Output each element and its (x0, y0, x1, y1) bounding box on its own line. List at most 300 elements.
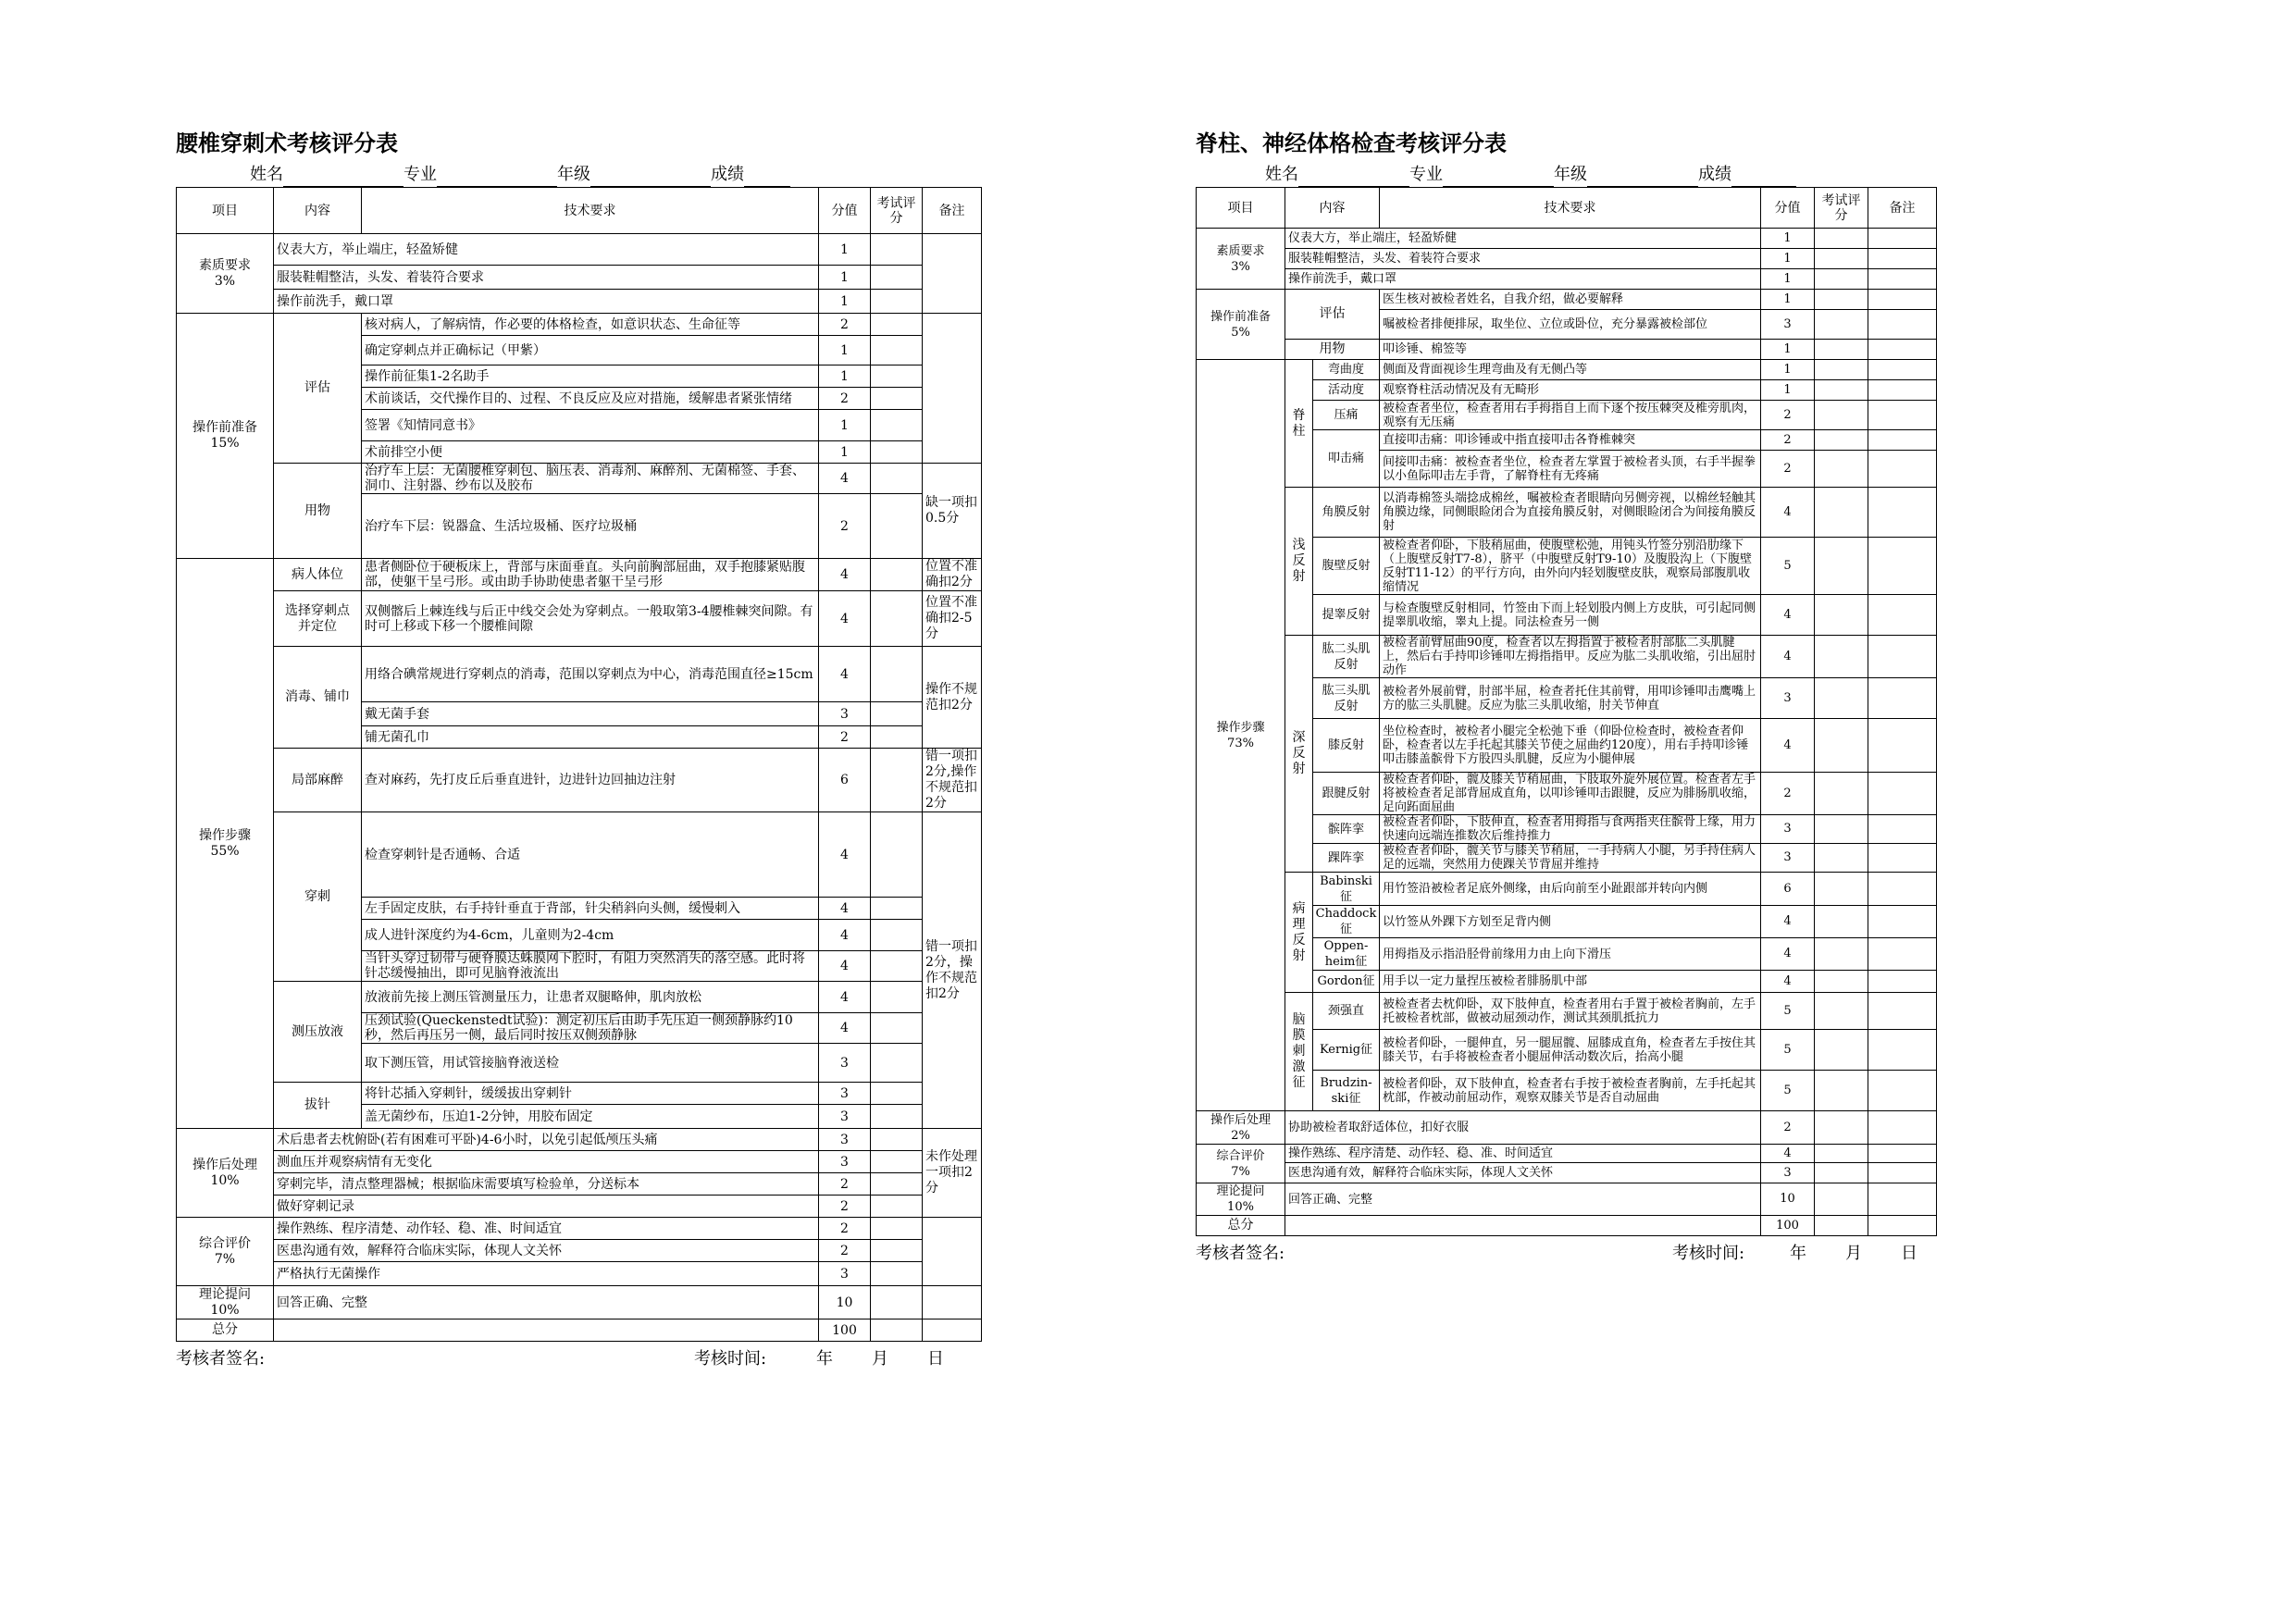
table-row (1197, 269, 1937, 290)
points-cell: 4 (1761, 488, 1815, 538)
requirement-text: 穿刺完毕，清点整理器械；根据临床需要填写检验单，分送标本 (274, 1173, 819, 1196)
header-content: 内容 (1285, 188, 1380, 229)
exam-score-cell[interactable] (871, 494, 923, 559)
exam-score-cell[interactable] (871, 982, 923, 1013)
sub-item-label: 颈强直 (1313, 993, 1380, 1030)
table-row (1197, 229, 1937, 249)
requirement-text: 做好穿刺记录 (274, 1196, 819, 1218)
remark-cell (1868, 451, 1937, 488)
requirement-text: 签署《知情同意书》 (362, 410, 819, 441)
exam-score-cell[interactable] (1815, 844, 1868, 873)
table-row (177, 559, 982, 591)
requirement-text: 戴无菌手套 (362, 702, 819, 726)
section-label: 素质要求 3% (177, 234, 274, 314)
requirement-text: 将针芯插入穿刺针，缓缓拔出穿刺针 (362, 1083, 819, 1105)
points-cell: 4 (819, 898, 871, 920)
requirement-text: 检查穿刺针是否通畅、合适 (362, 812, 819, 898)
points-cell: 1 (819, 234, 871, 266)
exam-score-cell[interactable] (1815, 1071, 1868, 1111)
exam-score-cell[interactable] (871, 1105, 923, 1129)
table-row (177, 314, 982, 336)
major-label: 专业 (1409, 165, 1443, 184)
remark-cell (1868, 678, 1937, 719)
remark-cell: 错一项扣2分，操作不规范扣2分 (923, 812, 982, 1129)
requirement-text: 用手以一定力量捏压被检者腓肠肌中部 (1380, 971, 1761, 993)
exam-score-cell[interactable] (871, 410, 923, 441)
exam-score-cell[interactable] (1815, 1163, 1868, 1183)
points-cell: 1 (819, 336, 871, 365)
table-row (177, 647, 982, 702)
score-field[interactable] (1731, 167, 1796, 187)
spine-nerve-score-sheet (1196, 128, 1936, 1264)
points-cell: 4 (1761, 1145, 1815, 1163)
exam-score-cell[interactable] (1815, 1216, 1868, 1236)
exam-score-cell[interactable] (1815, 971, 1868, 993)
requirement-text: 查对麻药，先打皮丘后垂直进针，边进针边回抽边注射 (362, 749, 819, 812)
content-label: 消毒、铺巾 (274, 647, 362, 749)
category-label: 深 反 射 (1285, 636, 1313, 873)
exam-score-cell[interactable] (1815, 815, 1868, 844)
requirement-text: 铺无菌孔巾 (362, 726, 819, 749)
requirement-text: 放液前先接上测压管测量压力，让患者双腿略伸，肌肉放松 (362, 982, 819, 1013)
content-label: 拔针 (274, 1083, 362, 1129)
points-cell: 5 (1761, 1071, 1815, 1111)
major-field[interactable] (1443, 167, 1554, 187)
points-cell: 2 (819, 494, 871, 559)
points-cell: 5 (1761, 538, 1815, 595)
sub-item-label: 髌阵挛 (1313, 815, 1380, 844)
remark-cell: 位置不准确扣2分 (923, 559, 982, 591)
points-cell: 4 (819, 982, 871, 1013)
table-row (1197, 340, 1937, 360)
exam-score-cell[interactable] (871, 1286, 923, 1319)
exam-score-cell[interactable] (871, 1044, 923, 1083)
points-cell: 4 (1761, 971, 1815, 993)
remark-cell (1868, 229, 1937, 249)
name-field[interactable] (283, 167, 403, 187)
sub-item-label: 跟腱反射 (1313, 773, 1380, 815)
remark-cell: 位置不准确扣2-5分 (923, 591, 982, 647)
exam-score-cell[interactable] (1815, 595, 1868, 636)
total-points: 100 (1761, 1216, 1815, 1236)
points-cell: 3 (1761, 844, 1815, 873)
points-cell: 4 (1761, 595, 1815, 636)
content-label: 病人体位 (274, 559, 362, 591)
remark-cell (1868, 1111, 1937, 1145)
points-cell: 3 (819, 1105, 871, 1129)
table-row (177, 812, 982, 898)
exam-score-cell[interactable] (871, 559, 923, 591)
remark-cell (1868, 380, 1937, 401)
exam-score-cell[interactable] (871, 314, 923, 336)
table-row (1197, 360, 1937, 380)
exam-score-cell[interactable] (1815, 488, 1868, 538)
remark-cell (1868, 310, 1937, 340)
points-cell: 3 (1761, 1163, 1815, 1183)
exam-score-cell[interactable] (871, 441, 923, 464)
requirement-text: 测血压并观察病情有无变化 (274, 1151, 819, 1173)
exam-score-cell[interactable] (1815, 678, 1868, 719)
sub-item-label: Kernig征 (1313, 1030, 1380, 1071)
header-remark: 备注 (1868, 188, 1937, 229)
requirement-text: 医患沟通有效，解释符合临床实际，体现人文关怀 (1285, 1163, 1761, 1183)
remark-cell (1868, 340, 1937, 360)
exam-score-cell[interactable] (871, 266, 923, 290)
exam-score-cell[interactable] (871, 1218, 923, 1240)
exam-score-cell[interactable] (871, 726, 923, 749)
points-cell: 4 (819, 951, 871, 982)
exam-score-cell[interactable] (1815, 906, 1868, 938)
requirement-text: 以消毒棉签头端捻成棉丝，嘱被检查者眼睛向另侧旁视，以棉丝轻触其角膜边缘，同侧眼睑闭合为直接角膜反射，对侧眼睑闭合为间接角膜反射 (1380, 488, 1761, 538)
exam-score-cell[interactable] (871, 388, 923, 410)
remark-cell (1868, 1216, 1937, 1236)
requirement-text: 协助被检者取舒适体位，扣好衣服 (1285, 1111, 1761, 1145)
exam-score-cell[interactable] (871, 920, 923, 951)
exam-score-cell[interactable] (1815, 310, 1868, 340)
major-label: 专业 (403, 165, 437, 184)
points-cell: 4 (1761, 719, 1815, 773)
table-row (177, 1173, 982, 1196)
signer-label: 考核者签名: (176, 1349, 266, 1369)
requirement-text: 观察脊柱活动情况及有无畸形 (1380, 380, 1761, 401)
requirement-text: 严格执行无菌操作 (274, 1262, 819, 1286)
header-tech: 技术要求 (362, 188, 819, 234)
requirement-text: 侧面及背面视诊生理弯曲及有无侧凸等 (1380, 360, 1761, 380)
exam-score-cell[interactable] (1815, 1145, 1868, 1163)
points-cell: 4 (819, 812, 871, 898)
category-label: 病 理 反 射 (1285, 873, 1313, 993)
exam-score-cell[interactable] (871, 1173, 923, 1196)
section-label: 理论提问 10% (177, 1286, 274, 1319)
points-cell: 1 (1761, 340, 1815, 360)
points-cell: 2 (1761, 430, 1815, 451)
points-cell: 6 (819, 749, 871, 812)
requirement-text: 与检查腹壁反射相同，竹签由下而上轻划股内侧上方皮肤，可引起同侧提睾肌收缩，睾丸上提。同法检查另一侧 (1380, 595, 1761, 636)
points-cell: 2 (1761, 773, 1815, 815)
section-label: 操作前准备 15% (177, 314, 274, 559)
year-label: 年 (816, 1349, 833, 1369)
sheet-title: 腰椎穿刺术考核评分表 (176, 130, 398, 156)
points-cell: 2 (1761, 401, 1815, 430)
exam-score-cell[interactable] (1815, 938, 1868, 971)
exam-score-cell[interactable] (1815, 1183, 1868, 1216)
exam-score-cell[interactable] (871, 336, 923, 365)
exam-score-cell[interactable] (1815, 249, 1868, 269)
header-tech: 技术要求 (1380, 188, 1761, 229)
content-label: 用物 (274, 464, 362, 559)
exam-score-cell[interactable] (1815, 1030, 1868, 1071)
requirement-text: 术前谈话，交代操作目的、过程、不良反应及应对措施，缓解患者紧张情绪 (362, 388, 819, 410)
exam-score-cell[interactable] (1815, 636, 1868, 678)
requirement-text: 术前排空小便 (362, 441, 819, 464)
sub-item-label: 腹壁反射 (1313, 538, 1380, 595)
header-row (177, 188, 982, 234)
exam-score-cell[interactable] (871, 951, 923, 982)
exam-score-cell[interactable] (1815, 229, 1868, 249)
points-cell: 2 (1761, 1111, 1815, 1145)
exam-score-cell[interactable] (1815, 993, 1868, 1030)
requirement-text: 被检查者仰卧，髋及膝关节稍屈曲，下肢取外旋外展位置。检查者左手将被检查者足部背屈成直角，以叩诊锤叩击跟腱，反应为腓肠肌收缩，足向跖面屈曲 (1380, 773, 1761, 815)
remark-cell (923, 314, 982, 464)
points-cell: 4 (819, 464, 871, 494)
remark-cell (1868, 906, 1937, 938)
requirement-text: 核对病人，了解病情，作必要的体格检查，如意识状态、生命征等 (362, 314, 819, 336)
exam-score-cell[interactable] (871, 365, 923, 388)
remark-cell: 操作不规范扣2分 (923, 647, 982, 749)
remark-cell (1868, 719, 1937, 773)
time-label: 考核时间: (1672, 1244, 1745, 1263)
exam-score-cell[interactable] (871, 898, 923, 920)
day-label: 日 (927, 1349, 944, 1369)
remark-cell: 缺一项扣0.5分 (923, 464, 982, 559)
content-label: 用物 (1285, 340, 1380, 360)
section-label: 综合评价 7% (177, 1218, 274, 1286)
points-cell: 1 (1761, 229, 1815, 249)
remark-cell (1868, 873, 1937, 906)
requirement-text: 被检查者仰卧，下肢稍屈曲，使腹壁松弛，用钝头竹签分别沿肋缘下（上腹壁反射T7-8），脐平（中腹壁反射T9-10）及腹股沟上（下腹壁反射T11-12）的平行方向，由外向内轻划腹壁皮肤，观察局部腹肌收缩情况 (1380, 538, 1761, 595)
total-label: 总分 (1197, 1216, 1285, 1236)
header-item: 项目 (1197, 188, 1285, 229)
exam-score-cell[interactable] (1815, 451, 1868, 488)
points-cell: 4 (1761, 938, 1815, 971)
remark-cell (1868, 844, 1937, 873)
requirement-text: 被检者外展前臂，肘部半屈，检查者托住其前臂，用叩诊锤叩击鹰嘴上方的肱三头肌腱。反应为肱三头肌收缩，肘关节伸直 (1380, 678, 1761, 719)
sub-item-label: Chaddock 征 (1313, 906, 1380, 938)
exam-score-cell[interactable] (1815, 719, 1868, 773)
section-label: 素质要求 3% (1197, 229, 1285, 290)
points-cell: 2 (1761, 451, 1815, 488)
remark-cell (1868, 938, 1937, 971)
exam-score-cell[interactable] (871, 1196, 923, 1218)
points-cell: 2 (819, 314, 871, 336)
points-cell: 5 (1761, 993, 1815, 1030)
exam-score-cell[interactable] (1815, 290, 1868, 310)
table-row (1197, 290, 1937, 310)
table-row (177, 290, 982, 314)
remark-cell (1868, 993, 1937, 1030)
points-cell: 3 (819, 1044, 871, 1083)
exam-score-cell[interactable] (871, 702, 923, 726)
points-cell: 3 (819, 1151, 871, 1173)
table-row (177, 749, 982, 812)
exam-score-cell[interactable] (1815, 360, 1868, 380)
remark-cell (1868, 1145, 1937, 1163)
sub-item-label: 弯曲度 (1313, 360, 1380, 380)
table-row (177, 464, 982, 494)
requirement-text: 取下测压管，用试管接脑脊液送检 (362, 1044, 819, 1083)
major-field[interactable] (437, 167, 557, 187)
sub-item-label: Babinski 征 (1313, 873, 1380, 906)
category-label: 脑 膜 刺 激 征 (1285, 993, 1313, 1111)
requirement-text: 回答正确、完整 (1285, 1183, 1761, 1216)
remark-cell: 未作处理一项扣2分 (923, 1129, 982, 1218)
exam-score-cell[interactable] (871, 290, 923, 314)
points-cell: 3 (819, 1129, 871, 1151)
score-label: 成绩 (1698, 165, 1731, 184)
name-label: 姓名 (1265, 165, 1298, 184)
requirement-text: 仪表大方，举止端庄，轻盈矫健 (1285, 229, 1761, 249)
requirement-text: 用络合碘常规进行穿刺点的消毒，范围以穿刺点为中心，消毒范围直径≥15cm (362, 647, 819, 702)
requirement-text: 被检者仰卧，双下肢伸直，检查者右手按于被检查者胸前，左手托起其枕部，作被动前屈动作，观察双膝关节是否自动屈曲 (1380, 1071, 1761, 1111)
requirement-text: 仪表大方，举止端庄，轻盈矫健 (274, 234, 819, 266)
exam-score-cell[interactable] (871, 591, 923, 647)
points-cell: 1 (1761, 290, 1815, 310)
points-cell: 3 (819, 702, 871, 726)
content-label: 评估 (1285, 290, 1380, 340)
total-blank (274, 1319, 819, 1342)
examinee-info (1265, 159, 1936, 187)
points-cell: 4 (819, 1013, 871, 1044)
name-label: 姓名 (250, 165, 283, 184)
sub-item-label: 踝阵挛 (1313, 844, 1380, 873)
exam-score-cell[interactable] (871, 464, 923, 494)
remark-cell (923, 1286, 982, 1319)
content-label: 局部麻醉 (274, 749, 362, 812)
requirement-text: 用拇指及示指沿胫骨前缘用力由上向下滑压 (1380, 938, 1761, 971)
exam-score-cell[interactable] (871, 1319, 923, 1342)
examinee-info (250, 159, 981, 187)
exam-score-cell[interactable] (1815, 538, 1868, 595)
requirement-text: 直接叩击痛：叩诊锤或中指直接叩击各脊椎棘突 (1380, 430, 1761, 451)
exam-score-cell[interactable] (1815, 430, 1868, 451)
section-label: 操作步骤 73% (1197, 360, 1285, 1111)
remark-cell (923, 234, 982, 314)
requirement-text: 以竹签从外踝下方划至足背内侧 (1380, 906, 1761, 938)
points-cell: 1 (819, 290, 871, 314)
table-row (177, 591, 982, 647)
remark-cell (1868, 360, 1937, 380)
exam-score-cell[interactable] (1815, 773, 1868, 815)
exam-score-cell[interactable] (1815, 401, 1868, 430)
category-label: 脊 柱 (1285, 360, 1313, 488)
points-cell: 2 (819, 1196, 871, 1218)
exam-score-cell[interactable] (1815, 873, 1868, 906)
exam-score-cell[interactable] (871, 1083, 923, 1105)
content-label: 测压放液 (274, 982, 362, 1083)
requirement-text: 确定穿刺点并正确标记（甲紫） (362, 336, 819, 365)
remark-cell: 错一项扣2分,操作不规范扣2分 (923, 749, 982, 812)
points-cell: 4 (1761, 906, 1815, 938)
points-cell: 2 (819, 1218, 871, 1240)
points-cell: 2 (819, 726, 871, 749)
table-row (1197, 993, 1937, 1030)
table-row (177, 1218, 982, 1240)
category-label: 浅 反 射 (1285, 488, 1313, 636)
requirement-text: 患者侧卧位于硬板床上，背部与床面垂直。头向前胸部屈曲，双手抱膝紧贴腹部，使躯干呈弓形。或由助手协助使患者躯干呈弓形 (362, 559, 819, 591)
total-row (177, 1319, 982, 1342)
month-label: 月 (872, 1349, 888, 1369)
table-row (1197, 1163, 1937, 1183)
remark-cell (1868, 488, 1937, 538)
points-cell: 1 (1761, 269, 1815, 290)
sub-item-label: Oppen- heim征 (1313, 938, 1380, 971)
sub-item-label: 压痛 (1313, 401, 1380, 430)
points-cell: 1 (819, 365, 871, 388)
exam-score-cell[interactable] (1815, 269, 1868, 290)
table-row (177, 266, 982, 290)
requirement-text: 操作前征集1-2名助手 (362, 365, 819, 388)
points-cell: 3 (819, 1262, 871, 1286)
requirement-text: 被检查者仰卧，髋关节与膝关节稍屈，一手持病人小腿，另手持住病人足的远端，突然用力使踝关节背屈并维持 (1380, 844, 1761, 873)
exam-score-cell[interactable] (871, 1129, 923, 1151)
points-cell: 10 (819, 1286, 871, 1319)
header-exam: 考试评分 (871, 188, 923, 234)
points-cell: 5 (1761, 1030, 1815, 1071)
header-item: 项目 (177, 188, 274, 234)
signer-label: 考核者签名: (1196, 1244, 1285, 1263)
header-points: 分值 (819, 188, 871, 234)
points-cell: 1 (819, 266, 871, 290)
exam-score-cell[interactable] (871, 1262, 923, 1286)
exam-score-cell[interactable] (871, 647, 923, 702)
exam-score-cell[interactable] (1815, 1111, 1868, 1145)
exam-score-cell[interactable] (871, 234, 923, 266)
requirement-text: 嘱被检者排便排尿，取坐位、立位或卧位，充分暴露被检部位 (1380, 310, 1761, 340)
points-cell: 2 (819, 388, 871, 410)
day-label: 日 (1901, 1244, 1917, 1263)
sub-item-label: 提睾反射 (1313, 595, 1380, 636)
requirement-text: 当针头穿过韧带与硬脊膜达蛛膜网下腔时，有阻力突然消失的落空感。此时将针芯缓慢抽出，即可见脑脊液流出 (362, 951, 819, 982)
requirement-text: 服装鞋帽整洁，头发、着装符合要求 (1285, 249, 1761, 269)
table-row (177, 1083, 982, 1105)
content-label: 选择穿刺点 并定位 (274, 591, 362, 647)
table-row (177, 1151, 982, 1173)
sub-item-label: 肱二头肌 反射 (1313, 636, 1380, 678)
exam-score-cell[interactable] (871, 1013, 923, 1044)
exam-score-cell[interactable] (871, 1240, 923, 1262)
sub-item-label: 膝反射 (1313, 719, 1380, 773)
points-cell: 1 (819, 441, 871, 464)
exam-score-cell[interactable] (1815, 380, 1868, 401)
header-content: 内容 (274, 188, 362, 234)
requirement-text: 成人进针深度约为4-6cm，儿童则为2-4cm (362, 920, 819, 951)
points-cell: 1 (819, 410, 871, 441)
month-label: 月 (1845, 1244, 1862, 1263)
sub-item-label: Gordon征 (1313, 971, 1380, 993)
section-label: 操作前准备 5% (1197, 290, 1285, 360)
remark-cell (1868, 971, 1937, 993)
exam-score-cell[interactable] (1815, 340, 1868, 360)
name-field[interactable] (1298, 167, 1409, 187)
total-row (1197, 1216, 1937, 1236)
points-cell: 3 (1761, 678, 1815, 719)
table-row (177, 1240, 982, 1262)
exam-score-cell[interactable] (871, 749, 923, 812)
sub-item-label: 活动度 (1313, 380, 1380, 401)
table-row (177, 1196, 982, 1218)
grade-label: 年级 (557, 165, 590, 184)
lumbar-puncture-score-sheet (176, 128, 981, 1369)
exam-score-cell[interactable] (871, 1151, 923, 1173)
points-cell: 3 (1761, 815, 1815, 844)
exam-score-cell[interactable] (871, 812, 923, 898)
grade-field[interactable] (590, 167, 711, 187)
table-row (1197, 873, 1937, 906)
requirement-text: 坐位检查时，被检者小腿完全松弛下垂（仰卧位检查时，被检查者仰卧，检查者以左手托起其膝关节使之屈曲约120度），用右手持叩诊锤叩击膝盖髌骨下方股四头肌腱，反应为小腿伸展 (1380, 719, 1761, 773)
table-row (1197, 636, 1937, 678)
requirement-text: 被检者前臂屈曲90度，检查者以左拇指置于被检者肘部肱二头肌腱上，然后右手持叩诊锤叩左拇指指甲。反应为肱二头肌收缩，引出屈肘动作 (1380, 636, 1761, 678)
requirement-text: 操作前洗手，戴口罩 (274, 290, 819, 314)
requirement-text: 被检者仰卧，一腿伸直，另一腿屈髋、屈膝成直角，检查者左手按住其膝关节，右手将被检查者小腿屈伸活动数次后，抬高小腿 (1380, 1030, 1761, 1071)
grade-field[interactable] (1587, 167, 1698, 187)
remark-cell (923, 1218, 982, 1286)
requirement-text: 治疗车上层：无菌腰椎穿刺包、脑压表、消毒剂、麻醉剂、无菌棉签、手套、洞巾、注射器、纱布以及胶布 (362, 464, 819, 494)
requirement-text: 用竹签沿被检者足底外侧缘，由后向前至小趾跟部并转向内侧 (1380, 873, 1761, 906)
points-cell: 2 (819, 1240, 871, 1262)
score-field[interactable] (744, 167, 790, 187)
table-row (1197, 488, 1937, 538)
remark-cell (1868, 1071, 1937, 1111)
